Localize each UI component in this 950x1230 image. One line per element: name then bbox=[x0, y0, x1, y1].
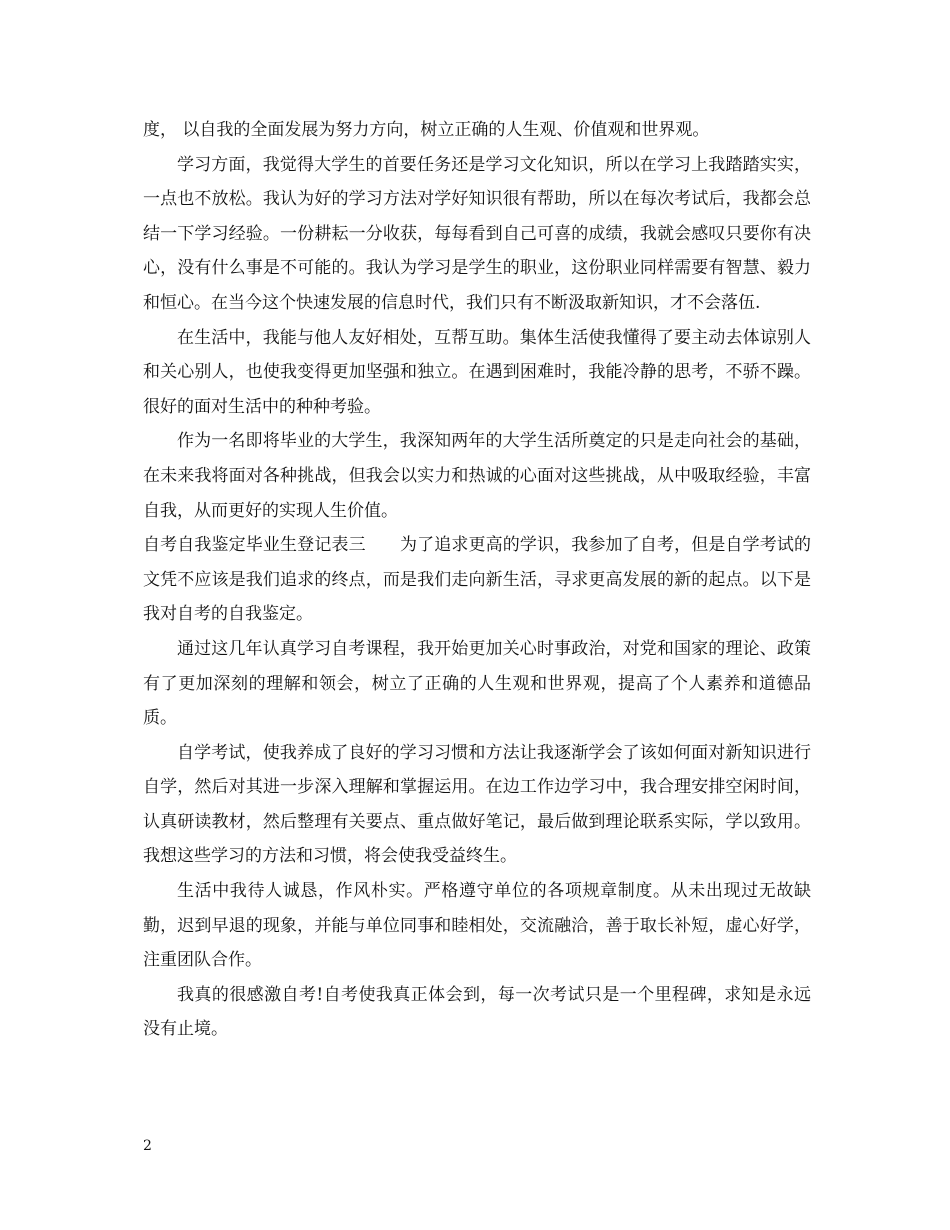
paragraph-7: 自学考试，使我养成了良好的学习习惯和方法让我逐渐学会了该如何面对新知识进行自学，然后对其进一步深入理解和掌握运用。在边工作边学习中，我合理安排空闲时间，认真研读教材，然后整理有关要点、重点做好笔记，最后做到理论联系实际，学以致用。我想这些学习的方法和习惯，将会使我受益终生。 bbox=[143, 742, 811, 867]
page-number: 2 bbox=[143, 1138, 152, 1154]
paragraph-8: 生活中我待人诚恳，作风朴实。严格遵守单位的各项规章制度。从未出现过无故缺勤，迟到早退的现象，并能与单位同事和睦相处，交流融洽，善于取长补短，虚心好学，注重团队合作。 bbox=[143, 881, 811, 971]
paragraph-4: 作为一名即将毕业的大学生，我深知两年的大学生活所奠定的只是走向社会的基础，在未来我将面对各种挑战，但我会以实力和热诚的心面对这些挑战，从中吸取经验，丰富自我，从而更好的实现人生价值。 bbox=[143, 431, 811, 521]
paragraph-2: 学习方面，我觉得大学生的首要任务还是学习文化知识，所以在学习上我踏踏实实，一点也不放松。我认为好的学习方法对学好知识很有帮助，所以在每次考试后，我都会总结一下学习经验。一份耕耘一分收获，每每看到自己可喜的成绩，我就会感叹只要你有决心，没有什么事是不可能的。我认为学习是学生的职业，这份职业同样需要有智慧、毅力和恒心。在当今这个快速发展的信息时代，我们只有不断汲取新知识，才不会落伍. bbox=[143, 154, 811, 313]
paragraph-5-section-heading: 自考自我鉴定毕业生登记表三 为了追求更高的学识，我参加了自考，但是自学考试的文凭不应该是我们追求的终点，而是我们走向新生活，寻求更高发展的新的起点。以下是我对自考的自我鉴定。 bbox=[143, 535, 811, 625]
paragraph-3: 在生活中，我能与他人友好相处，互帮互助。集体生活使我懂得了要主动去体谅别人和关心别人，也使我变得更加坚强和独立。在遇到困难时，我能冷静的思考，不骄不躁。很好的面对生活中的种种考验。 bbox=[143, 327, 811, 417]
paragraph-1: 度， 以自我的全面发展为努力方向，树立正确的人生观、价值观和世界观。 bbox=[143, 120, 710, 140]
paragraph-6: 通过这几年认真学习自考课程，我开始更加关心时事政治，对党和国家的理论、政策有了更加深刻的理解和领会，树立了正确的人生观和世界观，提高了个人素养和道德品质。 bbox=[143, 638, 811, 729]
paragraph-9: 我真的很感激自考!自考使我真正体会到，每一次考试只是一个里程碑，求知是永远没有止境。 bbox=[143, 984, 811, 1040]
document-body bbox=[143, 113, 811, 1047]
